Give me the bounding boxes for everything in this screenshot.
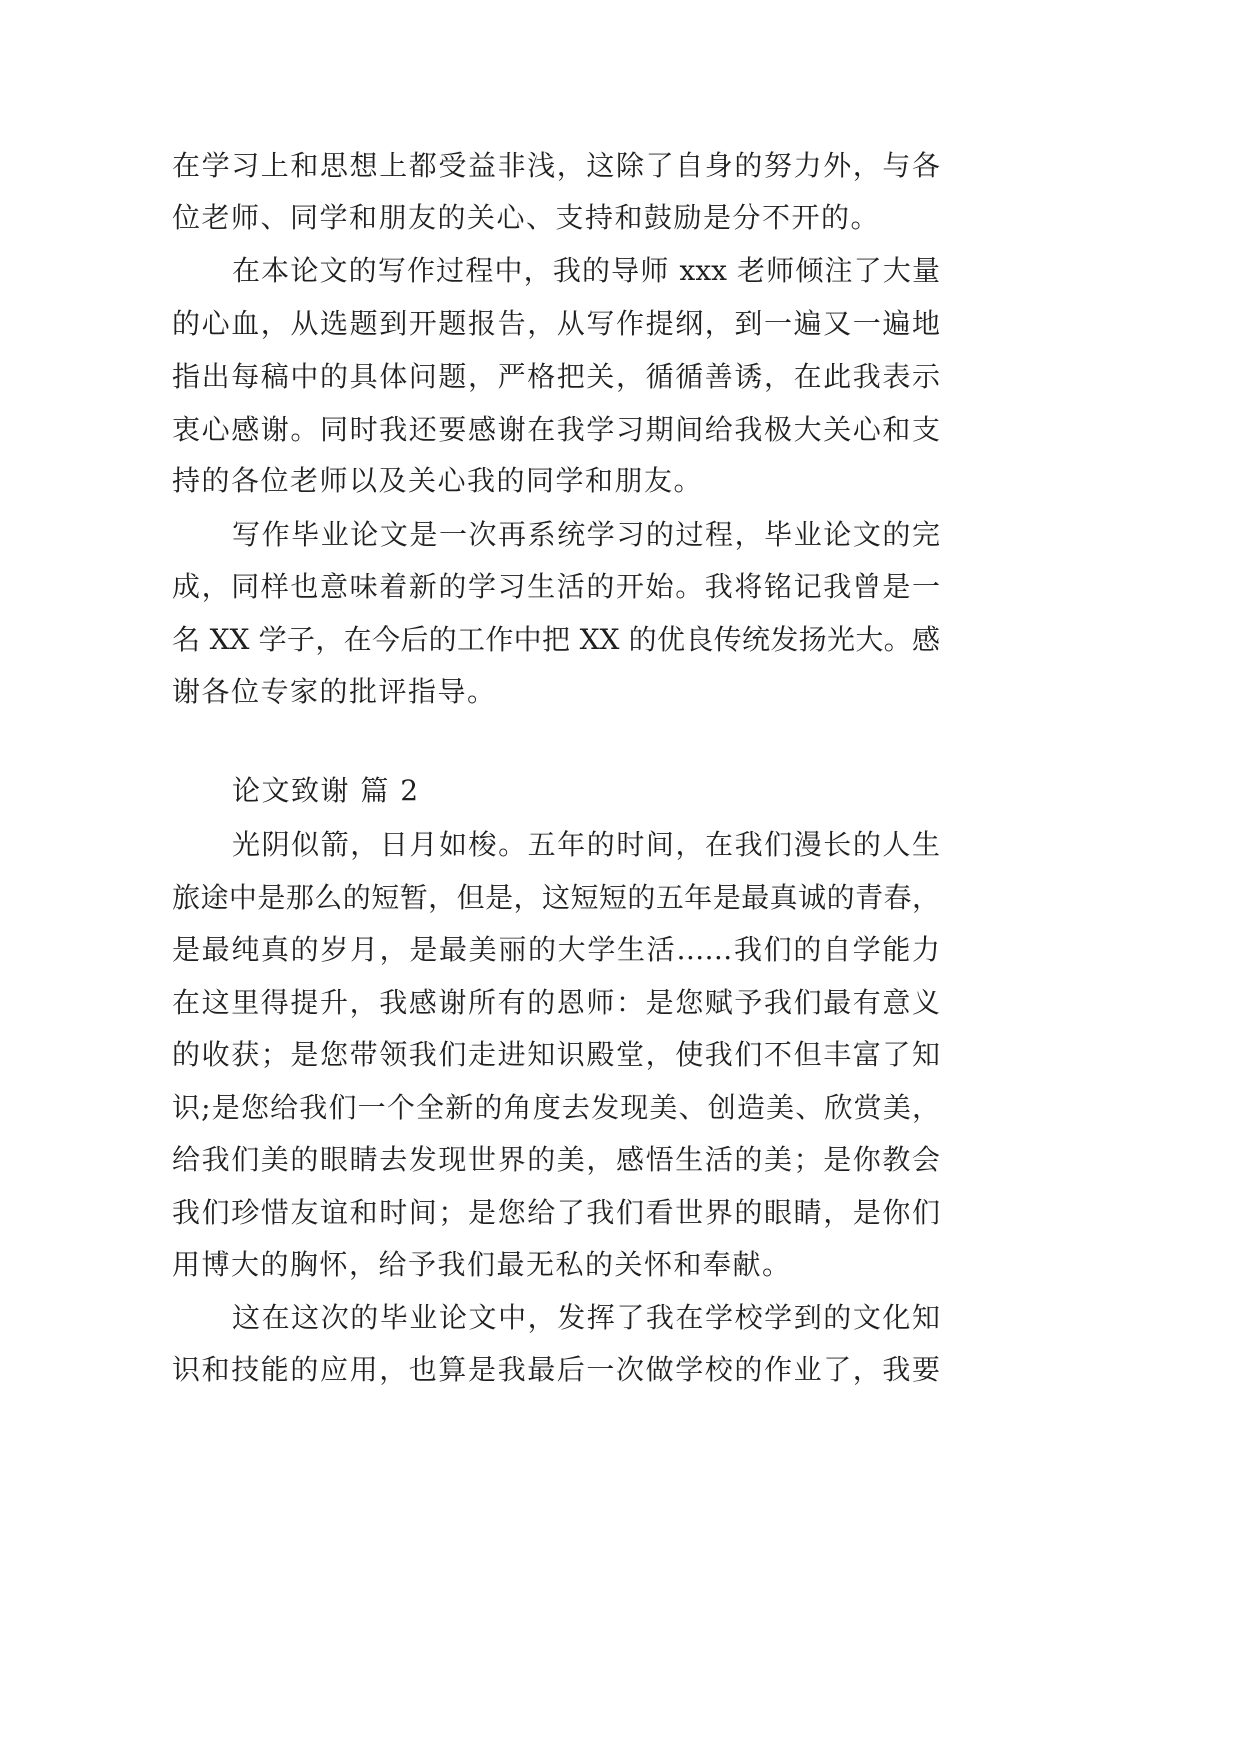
text-line: 写作毕业论文是一次再系统学习的过程，毕业论文的完 <box>232 518 940 551</box>
text-line: 给我们美的眼睛去发现世界的美，感悟生活的美；是你教会 <box>172 1143 940 1176</box>
text-line: 识;是您给我们一个全新的角度去发现美、创造美、欣赏美， <box>172 1091 940 1124</box>
text-line: 谢各位专家的批评指导。 <box>172 675 497 708</box>
text-line: 在学习上和思想上都受益非浅，这除了自身的努力外，与各 <box>172 149 940 182</box>
text-line: 衷心感谢。同时我还要感谢在我学习期间给我极大关心和支 <box>172 413 940 446</box>
text-line: 的心血，从选题到开题报告，从写作提纲，到一遍又一遍地 <box>172 307 940 340</box>
text-line: 的收获；是您带领我们走进知识殿堂，使我们不但丰富了知 <box>172 1038 940 1071</box>
text-line: 用博大的胸怀，给予我们最无私的关怀和奉献。 <box>172 1248 792 1281</box>
text-line: 这在这次的毕业论文中，发挥了我在学校学到的文化知 <box>232 1301 940 1334</box>
text-line: 我们珍惜友谊和时间；是您给了我们看世界的眼睛，是你们 <box>172 1196 940 1229</box>
text-line: 识和技能的应用，也算是我最后一次做学校的作业了，我要 <box>172 1353 940 1386</box>
text-line: 名 XX 学子，在今后的工作中把 XX 的优良传统发扬光大。感 <box>172 623 940 656</box>
text-line: 光阴似箭，日月如梭。五年的时间，在我们漫长的人生 <box>232 828 940 861</box>
text-line: 持的各位老师以及关心我的同学和朋友。 <box>172 464 704 497</box>
text-line: 旅途中是那么的短暂，但是，这短短的五年是最真诚的青春， <box>172 881 940 914</box>
text-line: 位老师、同学和朋友的关心、支持和鼓励是分不开的。 <box>172 201 881 234</box>
text-line: 在本论文的写作过程中，我的导师 xxx 老师倾注了大量 <box>232 254 940 287</box>
section-heading: 论文致谢 篇 2 <box>232 774 420 807</box>
text-line: 是最纯真的岁月，是最美丽的大学生活……我们的自学能力 <box>172 933 940 966</box>
text-line: 指出每稿中的具体问题，严格把关，循循善诱，在此我表示 <box>172 360 940 393</box>
text-line: 成，同样也意味着新的学习生活的开始。我将铭记我曾是一 <box>172 570 940 603</box>
text-line: 在这里得提升，我感谢所有的恩师：是您赋予我们最有意义 <box>172 986 940 1019</box>
